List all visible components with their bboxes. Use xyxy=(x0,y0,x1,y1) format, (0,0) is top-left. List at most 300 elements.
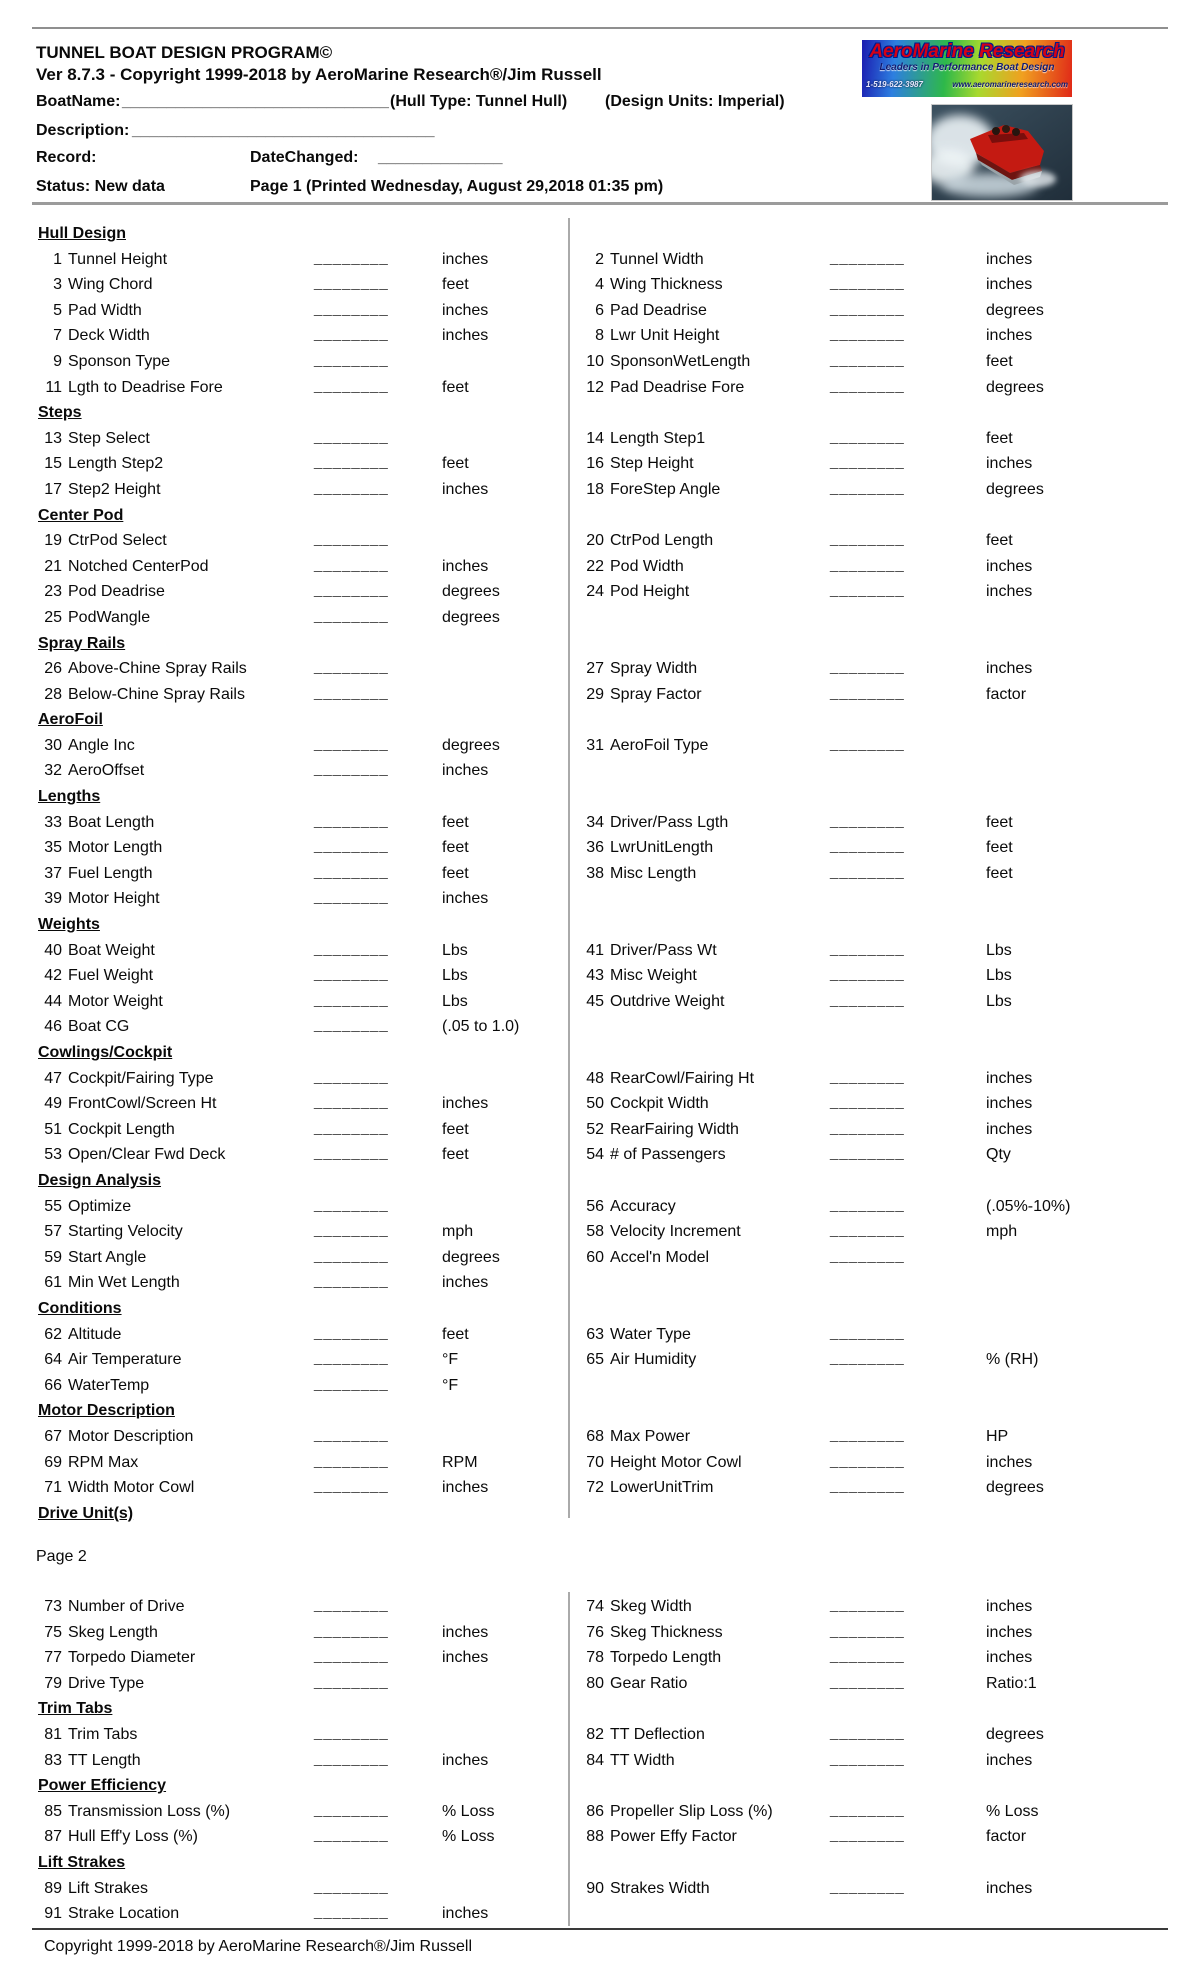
field-label: 11 Lgth to Deadrise Fore xyxy=(42,379,223,397)
section-row xyxy=(36,786,1168,812)
field-blank: ________ xyxy=(314,530,389,548)
field-label: 13 Step Select xyxy=(42,430,150,448)
field-label: 43 Misc Weight xyxy=(584,967,697,985)
field-unit: inches xyxy=(442,1479,489,1497)
field-blank: ________ xyxy=(830,837,905,855)
field-blank: ________ xyxy=(830,1647,905,1665)
field-label: 78 Torpedo Length xyxy=(584,1649,721,1667)
field-blank: ________ xyxy=(314,478,389,496)
field-blank: ________ xyxy=(830,683,905,701)
field-blank: ________ xyxy=(314,1016,389,1034)
photo-driver xyxy=(992,127,1000,135)
field-label: 57 Starting Velocity xyxy=(42,1223,183,1241)
header-divider-rule xyxy=(32,202,1168,205)
field-number: 71 xyxy=(44,1479,62,1497)
field-blank: ________ xyxy=(314,1800,389,1818)
field-unit: inches xyxy=(442,890,489,908)
field-blank: ________ xyxy=(314,1093,389,1111)
field-number: 70 xyxy=(586,1453,604,1471)
field-label: 81 Trim Tabs xyxy=(42,1726,137,1744)
field-number: 66 xyxy=(44,1376,62,1394)
field-label: 22 Pod Width xyxy=(584,558,684,576)
field-blank: ________ xyxy=(314,683,389,701)
field-unit: degrees xyxy=(442,583,500,601)
field-row xyxy=(36,1477,1168,1503)
field-unit: mph xyxy=(442,1223,474,1241)
field-label: 65 Air Humidity xyxy=(584,1351,696,1369)
field-label: 74 Skeg Width xyxy=(584,1598,692,1616)
field-label: 26 Above-Chine Spray Rails xyxy=(42,660,247,678)
section-row xyxy=(36,402,1168,428)
field-unit: feet xyxy=(986,864,1013,882)
field-number: 53 xyxy=(44,1146,62,1164)
field-unit: inches xyxy=(442,1649,489,1667)
field-number: 82 xyxy=(586,1725,604,1743)
field-unit: degrees xyxy=(986,1479,1044,1497)
field-row xyxy=(36,940,1168,966)
field-unit: inches xyxy=(986,1598,1033,1615)
field-label: 1 Tunnel Height xyxy=(42,251,167,269)
field-label: 29 Spray Factor xyxy=(584,686,702,704)
field-row xyxy=(36,607,1168,633)
field-label: 33 Boat Length xyxy=(42,814,154,832)
field-number: 69 xyxy=(44,1453,62,1471)
field-row xyxy=(36,888,1168,914)
field-label: 7 Deck Width xyxy=(42,327,150,345)
field-unit: feet xyxy=(442,378,469,396)
field-label: 56 Accuracy xyxy=(584,1198,676,1216)
field-unit: inches xyxy=(986,455,1033,473)
description-blank: __________________________________ xyxy=(132,122,435,139)
field-blank: ________ xyxy=(830,1349,905,1367)
field-number: 40 xyxy=(44,941,62,959)
field-number: 16 xyxy=(586,455,604,473)
field-number: 3 xyxy=(53,276,62,294)
field-row xyxy=(36,453,1168,479)
field-label: 85 Transmission Loss (%) xyxy=(42,1803,230,1821)
field-unit: (.05 to 1.0) xyxy=(442,1018,520,1036)
field-row xyxy=(36,1272,1168,1298)
field-number: 30 xyxy=(44,736,62,754)
field-label: 48 RearCowl/Fairing Ht xyxy=(584,1070,754,1088)
field-label: 62 Altitude xyxy=(42,1326,121,1344)
field-unit: factor xyxy=(986,685,1027,703)
section-header: Lift Strakes xyxy=(38,1853,126,1871)
field-blank: ________ xyxy=(314,453,389,471)
field-number: 59 xyxy=(44,1248,62,1266)
fields-page1 xyxy=(36,223,1168,1528)
field-label: 3 Wing Chord xyxy=(42,276,152,294)
field-number: 23 xyxy=(44,583,62,601)
field-blank: ________ xyxy=(314,1477,389,1495)
field-blank: ________ xyxy=(314,248,389,266)
field-unit: Lbs xyxy=(986,967,1012,985)
field-number: 73 xyxy=(44,1598,62,1615)
field-row xyxy=(36,1622,1168,1648)
field-blank: ________ xyxy=(830,478,905,496)
field-number: 8 xyxy=(595,327,604,345)
field-number: 84 xyxy=(586,1751,604,1769)
field-unit: inches xyxy=(986,276,1033,294)
field-number: 18 xyxy=(586,480,604,498)
field-unit: mph xyxy=(986,1223,1018,1241)
field-unit: °F xyxy=(442,1376,459,1394)
field-row xyxy=(36,1878,1168,1904)
section-row xyxy=(36,1042,1168,1068)
boatname-blank: ______________________________ xyxy=(122,93,389,110)
field-number: 33 xyxy=(44,813,62,831)
field-number: 2 xyxy=(595,250,604,268)
field-unit: Lbs xyxy=(442,967,468,985)
field-label: 47 Cockpit/Fairing Type xyxy=(42,1070,214,1088)
field-row xyxy=(36,581,1168,607)
field-label: 66 WaterTemp xyxy=(42,1377,149,1395)
field-blank: ________ xyxy=(314,1349,389,1367)
field-number: 37 xyxy=(44,864,62,882)
field-blank: ________ xyxy=(830,1723,905,1741)
field-blank: ________ xyxy=(314,1877,389,1895)
field-number: 7 xyxy=(53,327,62,345)
field-label: 75 Skeg Length xyxy=(42,1624,158,1642)
field-label: 41 Driver/Pass Wt xyxy=(584,942,717,960)
field-number: 48 xyxy=(586,1069,604,1087)
field-unit: inches xyxy=(442,301,489,319)
field-row xyxy=(36,1196,1168,1222)
field-row xyxy=(36,658,1168,684)
field-row xyxy=(36,1826,1168,1852)
field-label: 69 RPM Max xyxy=(42,1454,138,1472)
field-label: 63 Water Type xyxy=(584,1326,691,1344)
field-unit: feet xyxy=(442,1146,469,1164)
field-label: 24 Pod Height xyxy=(584,583,689,601)
field-label: 45 Outdrive Weight xyxy=(584,993,724,1011)
field-blank: ________ xyxy=(314,760,389,778)
field-row xyxy=(36,1673,1168,1699)
field-blank: ________ xyxy=(830,555,905,573)
field-number: 47 xyxy=(44,1069,62,1087)
field-number: 6 xyxy=(595,301,604,319)
field-blank: ________ xyxy=(314,1647,389,1665)
version-copyright-line: Ver 8.7.3 - Copyright 1999-2018 by AeroMarine Research®/Jim Russell xyxy=(36,65,602,84)
field-row xyxy=(36,1324,1168,1350)
field-unit: feet xyxy=(442,813,469,831)
field-unit: degrees xyxy=(986,480,1044,498)
field-label: 20 CtrPod Length xyxy=(584,532,713,550)
record-label: Record: xyxy=(36,149,97,166)
field-unit: % (RH) xyxy=(986,1351,1039,1369)
photo-driver xyxy=(1002,125,1010,133)
field-blank: ________ xyxy=(314,1221,389,1239)
field-blank: ________ xyxy=(314,939,389,957)
field-label: 64 Air Temperature xyxy=(42,1351,182,1369)
field-blank: ________ xyxy=(830,1221,905,1239)
field-number: 36 xyxy=(586,839,604,857)
field-unit: inches xyxy=(986,557,1033,575)
field-number: 51 xyxy=(44,1120,62,1138)
field-number: 15 xyxy=(44,455,62,473)
field-blank: ________ xyxy=(314,1374,389,1392)
field-unit: feet xyxy=(442,1120,469,1138)
field-row xyxy=(36,1452,1168,1478)
field-unit: inches xyxy=(986,1095,1033,1113)
field-row xyxy=(36,1093,1168,1119)
section-row xyxy=(36,505,1168,531)
field-number: 49 xyxy=(44,1095,62,1113)
field-label: 5 Pad Width xyxy=(42,302,142,320)
field-label: 16 Step Height xyxy=(584,455,694,473)
field-blank: ________ xyxy=(830,1067,905,1085)
field-number: 75 xyxy=(44,1623,62,1641)
field-unit: degrees xyxy=(442,736,500,754)
field-unit: inches xyxy=(442,327,489,345)
field-unit: feet xyxy=(442,864,469,882)
field-number: 85 xyxy=(44,1802,62,1820)
field-blank: ________ xyxy=(314,1323,389,1341)
field-unit: % Loss xyxy=(442,1802,495,1820)
field-label: 21 Notched CenterPod xyxy=(42,558,209,576)
field-row xyxy=(36,965,1168,991)
field-unit: inches xyxy=(442,1274,489,1292)
description-label: Description: xyxy=(36,122,130,139)
field-blank: ________ xyxy=(830,299,905,317)
field-row xyxy=(36,1903,1168,1929)
field-label: 59 Start Angle xyxy=(42,1249,146,1267)
field-number: 17 xyxy=(44,480,62,498)
section-header: Lengths xyxy=(38,788,101,806)
field-row xyxy=(36,1247,1168,1273)
field-number: 54 xyxy=(586,1146,604,1164)
field-unit: feet xyxy=(986,429,1013,447)
field-unit: inches xyxy=(442,557,489,575)
field-number: 12 xyxy=(586,378,604,396)
field-row xyxy=(36,991,1168,1017)
field-unit: degrees xyxy=(442,608,500,626)
field-blank: ________ xyxy=(314,325,389,343)
field-row xyxy=(36,300,1168,326)
boatname-label: BoatName: xyxy=(36,93,121,110)
logo-title: AeroMarine Research xyxy=(869,41,1065,62)
field-number: 68 xyxy=(586,1427,604,1445)
section-row xyxy=(36,1698,1168,1724)
field-number: 72 xyxy=(586,1479,604,1497)
field-unit: inches xyxy=(986,1069,1033,1087)
field-number: 29 xyxy=(586,685,604,703)
field-number: 60 xyxy=(586,1248,604,1266)
footer-copyright: Copyright 1999-2018 by AeroMarine Research®/Jim Russell xyxy=(44,1938,472,1955)
field-row xyxy=(36,1647,1168,1673)
field-blank: ________ xyxy=(830,811,905,829)
section-row xyxy=(36,1400,1168,1426)
field-blank: ________ xyxy=(314,990,389,1008)
field-blank: ________ xyxy=(314,734,389,752)
section-header: Steps xyxy=(38,404,82,422)
field-label: 30 Angle Inc xyxy=(42,737,135,755)
photo-driver xyxy=(1012,128,1020,136)
field-unit: Lbs xyxy=(986,992,1012,1010)
field-label: 12 Pad Deadrise Fore xyxy=(584,379,744,397)
field-blank: ________ xyxy=(314,427,389,445)
field-number: 19 xyxy=(44,532,62,550)
field-row xyxy=(36,837,1168,863)
field-number: 13 xyxy=(44,429,62,447)
field-blank: ________ xyxy=(830,1621,905,1639)
section-header: Cowlings/Cockpit xyxy=(38,1044,173,1061)
field-row xyxy=(36,1144,1168,1170)
field-label: 72 LowerUnitTrim xyxy=(584,1479,713,1497)
section-row xyxy=(36,709,1168,735)
field-label: 51 Cockpit Length xyxy=(42,1121,175,1139)
field-blank: ________ xyxy=(830,453,905,471)
section-header: Design Analysis xyxy=(38,1171,162,1189)
field-blank: ________ xyxy=(830,1596,905,1613)
field-unit: % Loss xyxy=(986,1802,1039,1820)
field-unit: HP xyxy=(986,1427,1009,1445)
field-unit: feet xyxy=(442,839,469,857)
field-blank: ________ xyxy=(314,862,389,880)
bottom-rule xyxy=(32,1928,1168,1930)
field-blank: ________ xyxy=(314,1826,389,1844)
field-row xyxy=(36,1801,1168,1827)
field-blank: ________ xyxy=(830,248,905,266)
field-label: 15 Length Step2 xyxy=(42,455,163,473)
section-row xyxy=(36,914,1168,940)
field-label: 91 Strake Location xyxy=(42,1905,179,1923)
field-unit: inches xyxy=(986,1120,1033,1138)
field-label: 49 FrontCowl/Screen Ht xyxy=(42,1095,217,1113)
field-blank: ________ xyxy=(314,1118,389,1136)
section-header: AeroFoil xyxy=(38,711,103,729)
field-label: 32 AeroOffset xyxy=(42,762,144,780)
field-label: 44 Motor Weight xyxy=(42,993,163,1011)
field-number: 87 xyxy=(44,1828,62,1846)
field-unit: Ratio:1 xyxy=(986,1674,1037,1692)
field-label: 31 AeroFoil Type xyxy=(584,737,708,755)
field-row xyxy=(36,684,1168,710)
field-number: 22 xyxy=(586,557,604,575)
section-row xyxy=(36,1170,1168,1196)
field-label: 68 Max Power xyxy=(584,1428,690,1446)
field-row xyxy=(36,863,1168,889)
field-number: 67 xyxy=(44,1427,62,1445)
field-unit: inches xyxy=(986,327,1033,345)
section-row xyxy=(36,633,1168,659)
field-row xyxy=(36,735,1168,761)
field-unit: Lbs xyxy=(442,941,468,959)
field-blank: ________ xyxy=(830,376,905,394)
field-blank: ________ xyxy=(314,1246,389,1264)
field-label: 27 Spray Width xyxy=(584,660,697,678)
field-blank: ________ xyxy=(314,606,389,624)
field-number: 20 xyxy=(586,532,604,550)
field-row xyxy=(36,351,1168,377)
field-blank: ________ xyxy=(830,325,905,343)
field-number: 35 xyxy=(44,839,62,857)
field-blank: ________ xyxy=(830,581,905,599)
field-label: 6 Pad Deadrise xyxy=(584,302,707,320)
field-unit: inches xyxy=(442,480,489,498)
field-label: 36 LwrUnitLength xyxy=(584,839,713,857)
field-number: 57 xyxy=(44,1223,62,1241)
field-label: 58 Velocity Increment xyxy=(584,1223,741,1241)
field-unit: inches xyxy=(986,1751,1033,1769)
field-blank: ________ xyxy=(830,350,905,368)
field-blank: ________ xyxy=(314,274,389,292)
field-blank: ________ xyxy=(830,862,905,880)
field-blank: ________ xyxy=(314,299,389,317)
field-row xyxy=(36,1349,1168,1375)
field-label: 90 Strakes Width xyxy=(584,1880,710,1898)
field-unit: inches xyxy=(986,1623,1033,1641)
field-label: 50 Cockpit Width xyxy=(584,1095,709,1113)
datechanged-blank: ______________ xyxy=(378,149,503,166)
field-label: 54 # of Passengers xyxy=(584,1146,726,1164)
field-blank: ________ xyxy=(830,427,905,445)
field-label: 34 Driver/Pass Lgth xyxy=(584,814,728,832)
field-unit: feet xyxy=(986,352,1013,370)
field-blank: ________ xyxy=(314,888,389,906)
field-unit: inches xyxy=(442,1095,489,1113)
field-blank: ________ xyxy=(830,1826,905,1844)
field-number: 4 xyxy=(595,276,604,294)
field-row xyxy=(36,249,1168,275)
field-label: 25 PodWangle xyxy=(42,609,150,627)
field-row xyxy=(36,274,1168,300)
field-number: 81 xyxy=(44,1725,62,1743)
field-label: 10 SponsonWetLength xyxy=(584,353,750,371)
field-label: 89 Lift Strakes xyxy=(42,1880,148,1898)
field-label: 87 Hull Eff'y Loss (%) xyxy=(42,1828,198,1846)
field-number: 50 xyxy=(586,1095,604,1113)
field-row xyxy=(36,1426,1168,1452)
program-title: TUNNEL BOAT DESIGN PROGRAM© xyxy=(36,43,333,62)
field-label: 79 Drive Type xyxy=(42,1675,144,1693)
field-unit: feet xyxy=(442,276,469,294)
field-number: 61 xyxy=(44,1274,62,1292)
field-number: 46 xyxy=(44,1018,62,1036)
section-row xyxy=(36,1503,1168,1529)
field-blank: ________ xyxy=(830,1800,905,1818)
field-number: 32 xyxy=(44,762,62,780)
field-number: 77 xyxy=(44,1649,62,1667)
field-label: 67 Motor Description xyxy=(42,1428,193,1446)
field-unit: factor xyxy=(986,1828,1027,1846)
field-unit: (.05%-10%) xyxy=(986,1197,1071,1215)
boat-photo xyxy=(932,105,1072,200)
field-number: 88 xyxy=(586,1828,604,1846)
section-row xyxy=(36,1852,1168,1878)
field-unit: inches xyxy=(986,250,1033,268)
field-number: 25 xyxy=(44,608,62,626)
field-label: 35 Motor Length xyxy=(42,839,162,857)
field-label: 60 Accel'n Model xyxy=(584,1249,709,1267)
field-unit: Qty xyxy=(986,1146,1011,1164)
fields-page2 xyxy=(36,1596,1168,1929)
field-number: 38 xyxy=(586,864,604,882)
section-header: Hull Design xyxy=(38,225,127,242)
field-unit: Lbs xyxy=(442,992,468,1010)
field-label: 37 Fuel Length xyxy=(42,865,153,883)
field-blank: ________ xyxy=(830,1425,905,1443)
field-unit: inches xyxy=(986,1649,1033,1667)
field-label: 40 Boat Weight xyxy=(42,942,155,960)
section-header: Conditions xyxy=(38,1299,122,1317)
field-blank: ________ xyxy=(830,658,905,676)
field-number: 39 xyxy=(44,890,62,908)
field-number: 31 xyxy=(586,736,604,754)
field-unit: inches xyxy=(442,1623,489,1641)
field-label: 80 Gear Ratio xyxy=(584,1675,687,1693)
field-unit: % Loss xyxy=(442,1828,495,1846)
